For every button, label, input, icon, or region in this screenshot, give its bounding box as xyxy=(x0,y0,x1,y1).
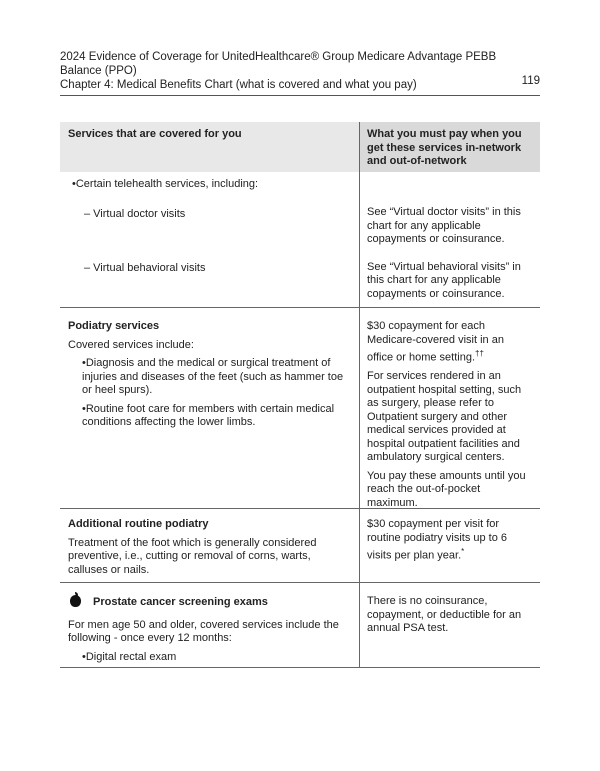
telehealth-intro: •Certain telehealth services, including: xyxy=(72,178,259,190)
podiatry-intro: Covered services include: xyxy=(68,338,194,351)
podiatry-services-cell xyxy=(60,308,360,508)
routine-podiatry-text: Treatment of the foot which is generally considered preventive, i.e., cutting or removal of corns, warts, calluses or nails. xyxy=(68,536,317,576)
page-number: 119 xyxy=(521,75,540,87)
prostate-heading xyxy=(68,595,351,610)
virtual-behavioral-visits: – Virtual behavioral visits xyxy=(84,262,206,274)
table-header-row xyxy=(60,122,540,172)
telehealth-payment-cell xyxy=(360,172,540,307)
prostate-text: For men age 50 and older, covered services include the following - once every 12 months: xyxy=(68,618,339,644)
prostate-title: Prostate cancer screening exams xyxy=(93,596,268,608)
benefits-table xyxy=(60,122,540,668)
running-header xyxy=(60,50,540,92)
podiatry-outpatient-note: For services rendered in an outpatient hospital setting, such as surgery, please refer to Outpatient surgery and other medical services provided at hospital outpatient facilities and ambulatory surgical centers. xyxy=(367,370,522,464)
routine-podiatry-payment-cell xyxy=(360,509,540,582)
podiatry-bullet: •Diagnosis and the medical or surgical treatment of injuries and diseases of the feet (such as hammer toe or heel spurs). xyxy=(82,357,344,396)
column-header-services: Services that are covered for you xyxy=(60,122,360,172)
podiatry-payment xyxy=(367,320,533,365)
routine-podiatry-title: Additional routine podiatry xyxy=(68,518,209,530)
virtual-doctor-payment: See “Virtual doctor visits” in this chart for any applicable copayments or coinsurance. xyxy=(367,206,521,245)
routine-podiatry-payment xyxy=(367,518,533,563)
footnote-mark: * xyxy=(461,547,465,556)
prostate-payment: There is no coinsurance, copayment, or deductible for an annual PSA test. xyxy=(367,595,522,634)
routine-podiatry-payment-text: $30 copayment per visit for routine podiatry visits up to 6 visits per plan year. xyxy=(367,518,508,562)
podiatry-oop-note: You pay these amounts until you reach the out-of-pocket maximum. xyxy=(367,469,526,509)
virtual-behavioral-payment: See “Virtual behavioral visits” in this chart for any applicable copayments or coinsurance. xyxy=(367,260,521,300)
chapter-title: Chapter 4: Medical Benefits Chart (what is covered and what you pay) xyxy=(60,79,417,91)
apple-preventive-icon xyxy=(70,595,81,607)
virtual-doctor-visits: – Virtual doctor visits xyxy=(84,207,186,220)
header-divider xyxy=(60,95,540,96)
prostate-bullet: •Digital rectal exam xyxy=(82,650,177,663)
prostate-payment-cell xyxy=(360,583,540,667)
table-row-telehealth xyxy=(60,172,540,308)
table-row-podiatry xyxy=(60,308,540,509)
footnote-mark: †† xyxy=(475,349,484,358)
telehealth-services-cell xyxy=(60,172,360,307)
table-row-prostate xyxy=(60,583,540,668)
podiatry-payment-cell xyxy=(360,308,540,508)
prostate-services-cell xyxy=(60,583,360,667)
document-title: 2024 Evidence of Coverage for UnitedHealthcare® Group Medicare Advantage PEBB Balance (PPO) xyxy=(60,51,497,77)
column-header-payment: What you must pay when you get these services in-network and out-of-network xyxy=(360,122,540,172)
routine-podiatry-services-cell xyxy=(60,509,360,582)
podiatry-payment-text: $30 copayment for each Medicare-covered visit in an office or home setting. xyxy=(367,320,504,364)
podiatry-title: Podiatry services xyxy=(68,320,160,332)
podiatry-bullet: •Routine foot care for members with certain medical conditions affecting the lower limbs. xyxy=(82,402,335,428)
table-row-routine-podiatry xyxy=(60,509,540,583)
